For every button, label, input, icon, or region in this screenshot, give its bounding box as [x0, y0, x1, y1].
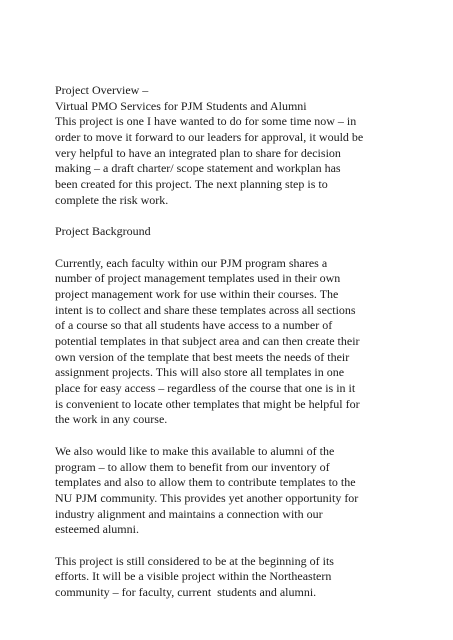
alumni-text-line: industry alignment and maintains a connection with our	[55, 506, 323, 521]
background-text-line: of a course so that all students have access to a number of	[55, 318, 333, 333]
status-text-line: efforts. It will be a visible project within the Northeastern	[55, 569, 332, 584]
background-text-line: assignment projects. This will also store all templates in one	[55, 365, 345, 380]
paragraph-spacer	[55, 240, 405, 256]
paragraph-spacer	[55, 428, 405, 444]
background-text-line: potential templates in that subject area and can then create their	[55, 334, 360, 348]
status-text-line: community – for faculty, current students and alumni.	[55, 585, 317, 599]
background-text-line: number of project management templates used in their own	[55, 271, 341, 286]
background-heading: Project Background	[55, 224, 151, 239]
overview-heading: Project Overview –	[55, 83, 149, 97]
overview-text-line: order to move it forward to our leaders for approval, it would be	[55, 130, 364, 145]
background-text-line: the work in any course.	[55, 412, 168, 427]
overview-text-line: making – a draft charter/ scope statement and workplan has	[55, 161, 341, 176]
paragraph-spacer	[55, 538, 405, 554]
alumni-text-line: We also would like to make this available to alumni of the	[55, 443, 335, 458]
overview-text-line: complete the risk work.	[55, 192, 169, 207]
alumni-text-line: templates and also to allow them to contribute templates to the	[55, 475, 356, 490]
background-text-line: place for easy access – regardless of the course that one is in it	[55, 381, 356, 396]
overview-text-line: This project is one I have wanted to do for some time now – in	[55, 114, 357, 129]
alumni-text-line: program – to allow them to benefit from our inventory of	[55, 459, 330, 474]
alumni-text-line: esteemed alumni.	[55, 522, 139, 537]
alumni-text-line: NU PJM community. This provides yet another opportunity for	[55, 490, 359, 505]
background-text-line: is convenient to locate other templates that might be helpful for	[55, 396, 360, 411]
overview-text-line: very helpful to have an integrated plan to share for decision	[55, 145, 341, 160]
status-text-line: This project is still considered to be at the beginning of its	[55, 553, 334, 568]
paragraph-spacer	[55, 209, 405, 225]
background-text-line: own version of the template that best meets the needs of their	[55, 349, 350, 364]
background-text-line: project management work for use within their courses. The	[55, 286, 339, 301]
background-text-line: intent is to collect and share these templates across all sections	[55, 302, 356, 317]
overview-text-line: been created for this project. The next planning step is to	[55, 177, 328, 192]
document-body	[55, 83, 405, 601]
background-text-line: Currently, each faculty within our PJM program shares a	[55, 255, 328, 270]
project-title: Virtual PMO Services for PJM Students and Alumni	[55, 98, 307, 113]
